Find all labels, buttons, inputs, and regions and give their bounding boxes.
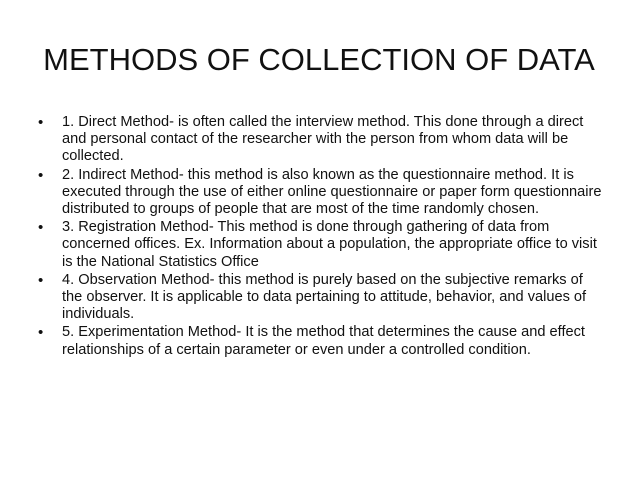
list-item [38, 324, 603, 358]
bullet-text: 3. Registration Method- This method is done through gathering of data from concerned offices. Ex. Information about a population, the appropriate office to visit is the National Statistics Office [62, 219, 597, 270]
bullet-text: 4. Observation Method- this method is purely based on the subjective remarks of the observer. It is applicable to data pertaining to attitude, behavior, and values of individuals. [62, 271, 587, 323]
bullet-icon: • [38, 271, 44, 289]
bullet-icon: • [38, 166, 44, 184]
slide-title: METHODS OF COLLECTION OF DATA [43, 42, 595, 77]
bullet-text: 1. Direct Method- is often called the interview method. This done through a direct and personal contact of the researcher with the person from whom data will be collected. [62, 114, 584, 165]
bullet-icon: • [38, 324, 44, 342]
bullet-text: 5. Experimentation Method- It is the method that determines the cause and effect relationships of a certain parameter or even under a controlled condition. [62, 324, 585, 358]
list-item [38, 219, 603, 271]
bullet-icon: • [38, 114, 44, 131]
list-item [38, 114, 603, 166]
bullet-list [38, 114, 603, 360]
list-item [38, 167, 603, 219]
bullet-text: 2. Indirect Method- this method is also known as the questionnaire method. It is executed through the use of either online questionnaire or paper form questionnaire distributed to groups of people that are most of the time randomly chosen. [62, 166, 602, 218]
list-item [38, 272, 603, 324]
bullet-icon: • [38, 219, 44, 237]
